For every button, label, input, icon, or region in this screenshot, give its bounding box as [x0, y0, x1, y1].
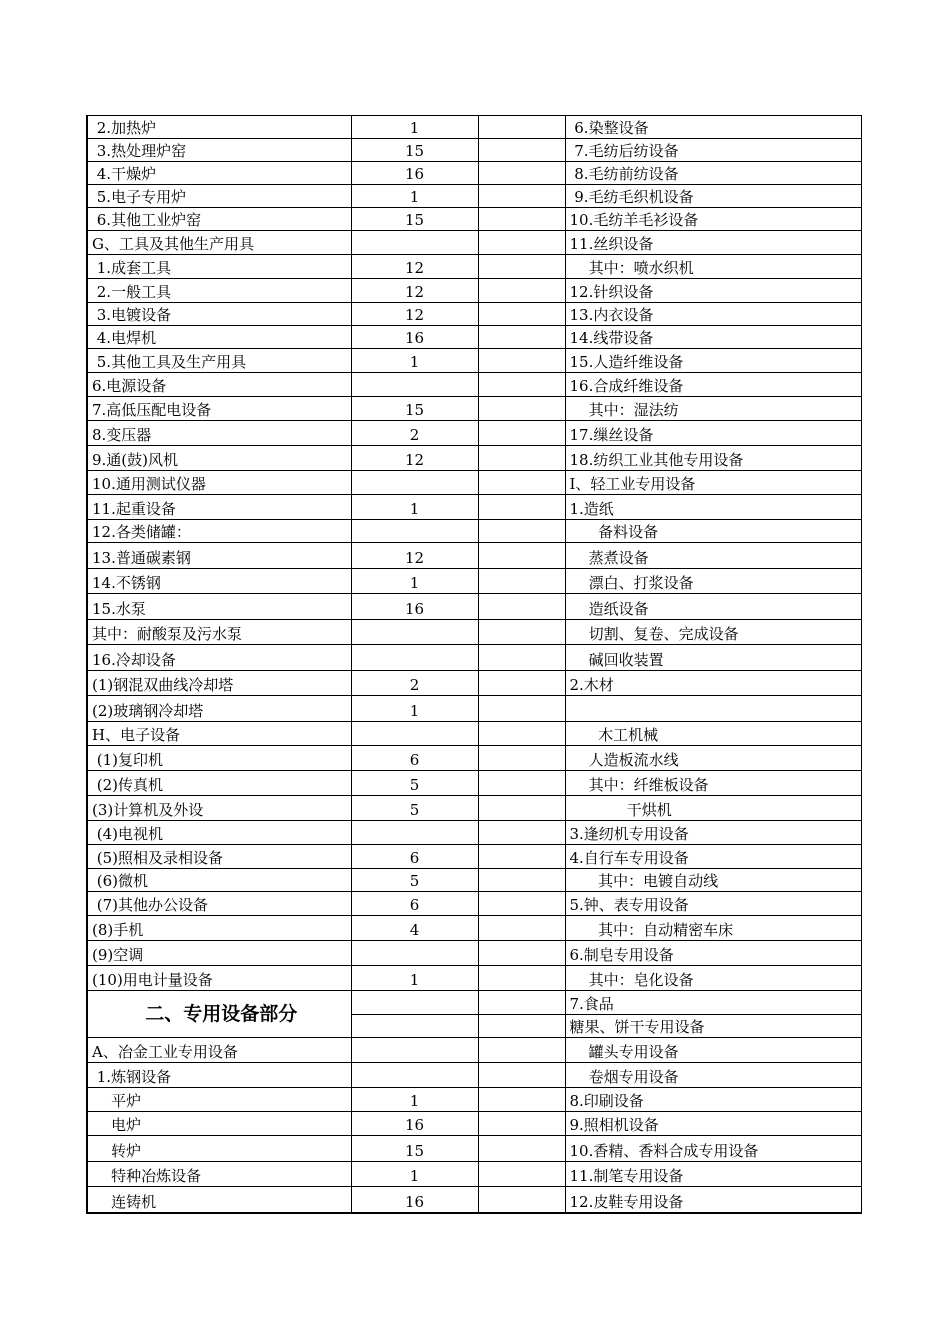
item-name-cell: (8)手机 [87, 916, 351, 941]
blank-cell [478, 1038, 565, 1063]
years-cell: 5 [351, 796, 478, 821]
table-row [87, 543, 861, 569]
blank-cell [478, 231, 565, 255]
item-name-cell: 4.干燥炉 [87, 162, 351, 185]
years-cell: 6 [351, 845, 478, 869]
item-name-cell: (7)其他办公设备 [87, 892, 351, 916]
years-cell: 15 [351, 208, 478, 231]
blank-cell [478, 645, 565, 671]
right-item-cell [565, 696, 861, 722]
blank-cell [478, 892, 565, 916]
right-item-cell: 6.制皂专用设备 [565, 941, 861, 966]
table-row [87, 1187, 861, 1213]
item-name-cell: (2)玻璃钢冷却塔 [87, 696, 351, 722]
right-item-cell: 碱回收装置 [565, 645, 861, 671]
right-item-cell: 13.内衣设备 [565, 303, 861, 326]
right-item-cell: 14.线带设备 [565, 326, 861, 349]
table-row [87, 1063, 861, 1088]
right-item-cell: 其中：喷水织机 [565, 255, 861, 279]
item-name-cell: 2.一般工具 [87, 279, 351, 303]
blank-cell [478, 869, 565, 892]
right-item-cell: 11.丝织设备 [565, 231, 861, 255]
blank-cell [478, 1088, 565, 1112]
years-cell: 2 [351, 671, 478, 696]
item-name-cell: 10.通用测试仪器 [87, 471, 351, 495]
years-cell [351, 620, 478, 645]
right-item-cell: 人造板流水线 [565, 746, 861, 771]
right-item-cell: 1.造纸 [565, 495, 861, 520]
blank-cell [478, 279, 565, 303]
item-name-cell: 5.其他工具及生产用具 [87, 349, 351, 373]
years-cell: 6 [351, 746, 478, 771]
table-row [87, 1136, 861, 1162]
table-row [87, 303, 861, 326]
item-name-cell: 其中：耐酸泵及污水泵 [87, 620, 351, 645]
table-row [87, 966, 861, 991]
blank-cell [478, 116, 565, 139]
years-cell: 1 [351, 696, 478, 722]
item-name-cell: 9.通(鼓)风机 [87, 446, 351, 471]
table-row [87, 139, 861, 162]
table-row [87, 208, 861, 231]
right-item-cell: 切割、复卷、完成设备 [565, 620, 861, 645]
right-item-cell: 3.逢纫机专用设备 [565, 821, 861, 845]
table-row [87, 255, 861, 279]
years-cell: 5 [351, 869, 478, 892]
table-row [87, 645, 861, 671]
years-cell: 1 [351, 495, 478, 520]
right-item-cell: 10.毛纺羊毛衫设备 [565, 208, 861, 231]
section-right-1: 7.食品 [565, 991, 861, 1015]
item-name-cell: (1)钢混双曲线冷却塔 [87, 671, 351, 696]
item-name-cell: 15.水泵 [87, 594, 351, 620]
section-right-2: 糖果、饼干专用设备 [565, 1015, 861, 1038]
years-cell: 16 [351, 594, 478, 620]
right-item-cell: 卷烟专用设备 [565, 1063, 861, 1088]
table-row [87, 231, 861, 255]
table-row [87, 671, 861, 696]
item-name-cell: 转炉 [87, 1136, 351, 1162]
right-item-cell: 12.针织设备 [565, 279, 861, 303]
table-row [87, 326, 861, 349]
blank-cell [478, 373, 565, 397]
right-item-cell: 12.皮鞋专用设备 [565, 1187, 861, 1213]
years-cell: 12 [351, 279, 478, 303]
right-item-cell: 2.木材 [565, 671, 861, 696]
blank-cell [478, 397, 565, 421]
table-row [87, 421, 861, 446]
table-row [87, 941, 861, 966]
years-cell: 6 [351, 892, 478, 916]
table-row [87, 185, 861, 208]
table-row [87, 373, 861, 397]
item-name-cell: 14.不锈钢 [87, 569, 351, 594]
blank-cell [478, 543, 565, 569]
years-cell: 1 [351, 1088, 478, 1112]
years-cell [351, 821, 478, 845]
item-name-cell: 特种冶炼设备 [87, 1162, 351, 1187]
right-item-cell: 漂白、打浆设备 [565, 569, 861, 594]
table-row [87, 722, 861, 746]
years-cell: 1 [351, 1162, 478, 1187]
table-row [87, 520, 861, 543]
item-name-cell: 2.加热炉 [87, 116, 351, 139]
years-cell [351, 520, 478, 543]
blank-cell [478, 569, 565, 594]
item-name-cell: 6.其他工业炉窑 [87, 208, 351, 231]
blank-cell [478, 139, 565, 162]
table-row [87, 594, 861, 620]
section-row-1 [87, 991, 861, 1015]
right-item-cell: 8.印刷设备 [565, 1088, 861, 1112]
right-item-cell: 罐头专用设备 [565, 1038, 861, 1063]
right-item-cell: 木工机械 [565, 722, 861, 746]
blank-cell [478, 495, 565, 520]
right-item-cell: 其中：自动精密车床 [565, 916, 861, 941]
years-cell: 4 [351, 916, 478, 941]
blank-cell [478, 326, 565, 349]
item-name-cell: 8.变压器 [87, 421, 351, 446]
table-row [87, 746, 861, 771]
item-name-cell: 电炉 [87, 1112, 351, 1136]
years-cell: 16 [351, 162, 478, 185]
item-name-cell: 3.热处理炉窑 [87, 139, 351, 162]
table-row [87, 892, 861, 916]
right-item-cell: 4.自行车专用设备 [565, 845, 861, 869]
item-name-cell: 平炉 [87, 1088, 351, 1112]
table-row [87, 349, 861, 373]
table-row [87, 796, 861, 821]
table-row [87, 916, 861, 941]
blank-cell [478, 771, 565, 796]
item-name-cell: 5.电子专用炉 [87, 185, 351, 208]
years-cell [351, 231, 478, 255]
table-row [87, 569, 861, 594]
blank-cell [478, 185, 565, 208]
blank-cell [478, 966, 565, 991]
right-item-cell: 7.毛纺后纺设备 [565, 139, 861, 162]
item-name-cell: (3)计算机及外设 [87, 796, 351, 821]
right-item-cell: 备料设备 [565, 520, 861, 543]
item-name-cell: 12.各类储罐： [87, 520, 351, 543]
blank-cell [478, 303, 565, 326]
right-item-cell: 11.制笔专用设备 [565, 1162, 861, 1187]
years-cell [351, 645, 478, 671]
blank-cell [478, 746, 565, 771]
table-row [87, 1112, 861, 1136]
years-cell: 2 [351, 421, 478, 446]
table-row [87, 821, 861, 845]
right-item-cell: 15.人造纤维设备 [565, 349, 861, 373]
item-name-cell: G、工具及其他生产用具 [87, 231, 351, 255]
right-item-cell: 造纸设备 [565, 594, 861, 620]
table-row [87, 845, 861, 869]
right-item-cell: 6.染整设备 [565, 116, 861, 139]
years-cell: 12 [351, 446, 478, 471]
blank-cell [478, 821, 565, 845]
years-cell [351, 373, 478, 397]
table-row [87, 397, 861, 421]
right-item-cell: 5.钟、表专用设备 [565, 892, 861, 916]
right-item-cell: 蒸煮设备 [565, 543, 861, 569]
table-row [87, 471, 861, 495]
blank-cell [478, 696, 565, 722]
item-name-cell: 16.冷却设备 [87, 645, 351, 671]
right-item-cell: 其中：电镀自动线 [565, 869, 861, 892]
equipment-table [86, 115, 862, 1214]
table-row [87, 869, 861, 892]
years-cell: 1 [351, 116, 478, 139]
right-item-cell: Ⅰ、轻工业专用设备 [565, 471, 861, 495]
blank-cell [478, 349, 565, 373]
blank-cell [478, 1162, 565, 1187]
item-name-cell: (1)复印机 [87, 746, 351, 771]
blank-cell [478, 796, 565, 821]
table-row [87, 620, 861, 645]
years-cell: 12 [351, 255, 478, 279]
right-item-cell: 10.香精、香料合成专用设备 [565, 1136, 861, 1162]
table-row [87, 696, 861, 722]
item-name-cell: (9)空调 [87, 941, 351, 966]
years-cell: 15 [351, 139, 478, 162]
table-row [87, 1088, 861, 1112]
years-cell [351, 722, 478, 746]
blank-cell [478, 1112, 565, 1136]
blank-cell [478, 162, 565, 185]
table-row [87, 1162, 861, 1187]
item-name-cell: (10)用电计量设备 [87, 966, 351, 991]
item-name-cell: 7.高低压配电设备 [87, 397, 351, 421]
years-cell: 12 [351, 543, 478, 569]
right-item-cell: 16.合成纤维设备 [565, 373, 861, 397]
blank-cell [478, 421, 565, 446]
right-item-cell: 9.毛纺毛织机设备 [565, 185, 861, 208]
years-cell: 1 [351, 966, 478, 991]
item-name-cell: A、冶金工业专用设备 [87, 1038, 351, 1063]
years-cell: 15 [351, 397, 478, 421]
table-row [87, 771, 861, 796]
table-row [87, 446, 861, 471]
blank-cell [478, 916, 565, 941]
section-title: 二、专用设备部分 [87, 991, 351, 1038]
item-name-cell: 3.电镀设备 [87, 303, 351, 326]
years-cell: 15 [351, 1136, 478, 1162]
item-name-cell: (6)微机 [87, 869, 351, 892]
years-cell: 1 [351, 349, 478, 373]
item-name-cell: 1.成套工具 [87, 255, 351, 279]
blank-cell [478, 471, 565, 495]
right-item-cell: 9.照相机设备 [565, 1112, 861, 1136]
right-item-cell: 干烘机 [565, 796, 861, 821]
item-name-cell: (5)照相及录相设备 [87, 845, 351, 869]
table-row [87, 495, 861, 520]
item-name-cell: (2)传真机 [87, 771, 351, 796]
blank-cell [478, 255, 565, 279]
table-row [87, 1038, 861, 1063]
years-cell [351, 1038, 478, 1063]
item-name-cell: H、电子设备 [87, 722, 351, 746]
item-name-cell: 13.普通碳素钢 [87, 543, 351, 569]
item-name-cell: 1.炼钢设备 [87, 1063, 351, 1088]
blank-cell [478, 1063, 565, 1088]
item-name-cell: 6.电源设备 [87, 373, 351, 397]
right-item-cell: 其中：皂化设备 [565, 966, 861, 991]
years-cell: 1 [351, 569, 478, 594]
blank-cell [478, 594, 565, 620]
table-row [87, 279, 861, 303]
blank-cell [478, 722, 565, 746]
years-cell: 16 [351, 1112, 478, 1136]
right-item-cell: 18.纺织工业其他专用设备 [565, 446, 861, 471]
years-cell: 1 [351, 185, 478, 208]
blank-cell [478, 1136, 565, 1162]
years-cell [351, 1063, 478, 1088]
right-item-cell: 17.缫丝设备 [565, 421, 861, 446]
years-cell [351, 471, 478, 495]
blank-cell [478, 208, 565, 231]
item-name-cell: 4.电焊机 [87, 326, 351, 349]
blank-cell [478, 1187, 565, 1213]
right-item-cell: 8.毛纺前纺设备 [565, 162, 861, 185]
item-name-cell: 连铸机 [87, 1187, 351, 1213]
right-item-cell: 其中：纤维板设备 [565, 771, 861, 796]
item-name-cell: 11.起重设备 [87, 495, 351, 520]
years-cell: 5 [351, 771, 478, 796]
blank-cell [478, 845, 565, 869]
blank-cell [478, 620, 565, 645]
years-cell: 16 [351, 326, 478, 349]
blank-cell [478, 671, 565, 696]
item-name-cell: (4)电视机 [87, 821, 351, 845]
years-cell: 16 [351, 1187, 478, 1213]
years-cell: 12 [351, 303, 478, 326]
blank-cell [478, 941, 565, 966]
table-row [87, 116, 861, 139]
blank-cell [478, 446, 565, 471]
years-cell [351, 941, 478, 966]
blank-cell [478, 520, 565, 543]
table-row [87, 162, 861, 185]
right-item-cell: 其中：湿法纺 [565, 397, 861, 421]
